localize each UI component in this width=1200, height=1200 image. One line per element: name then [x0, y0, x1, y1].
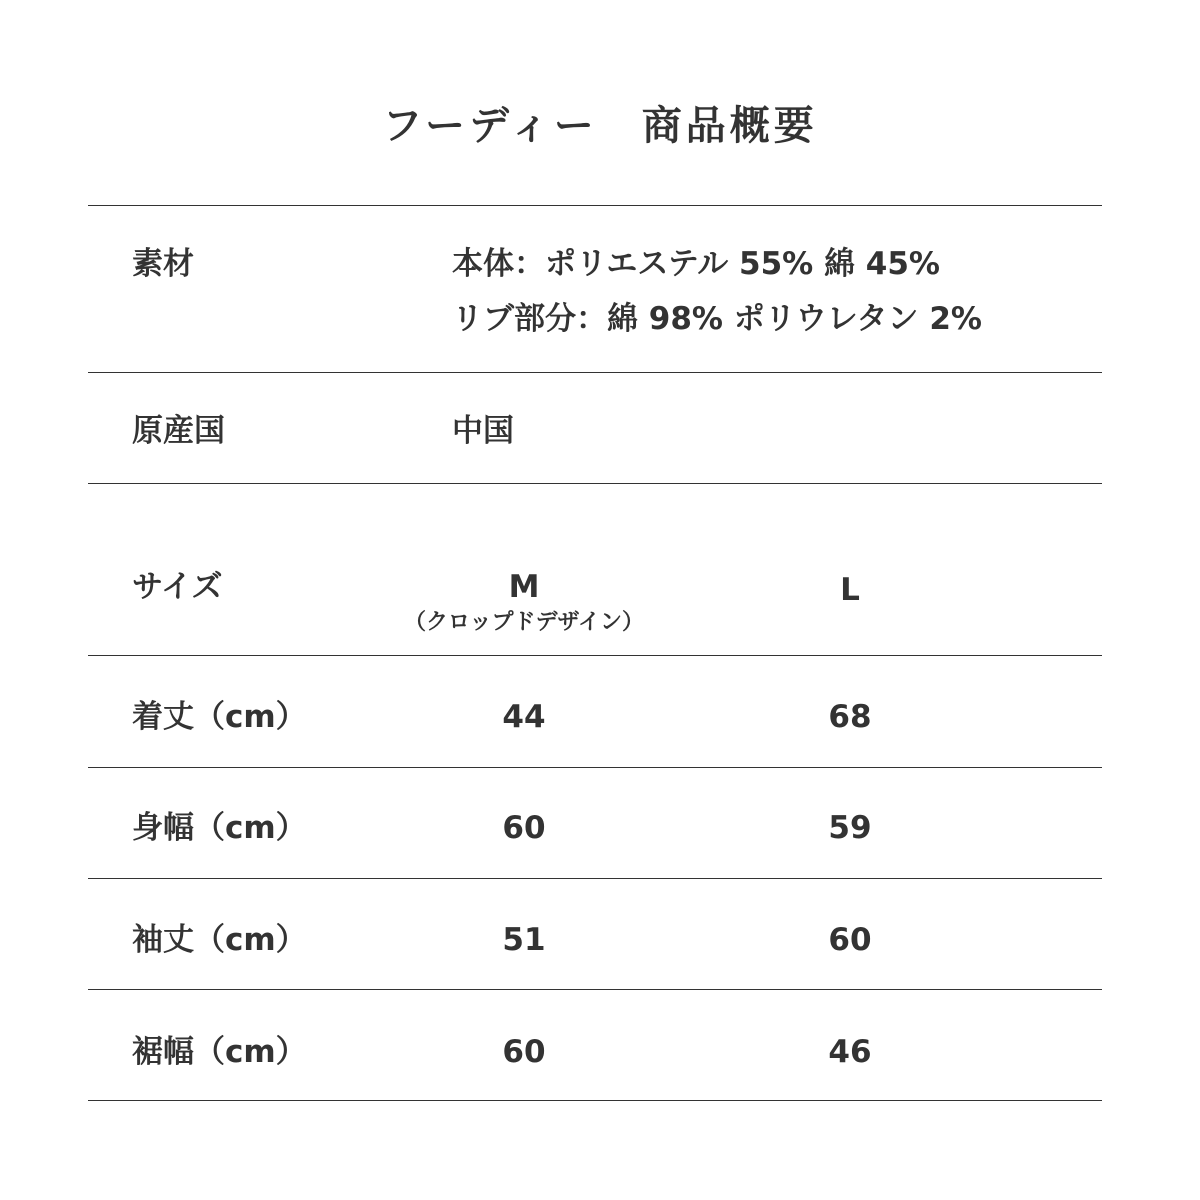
divider — [88, 878, 1102, 879]
row-value-l: 68 — [828, 699, 872, 735]
divider — [88, 767, 1102, 768]
size-header-m: M — [508, 569, 540, 605]
page-title: フーディー 商品概要 — [382, 103, 818, 149]
row-label: 裾幅（cm） — [132, 1034, 307, 1070]
divider — [88, 1100, 1102, 1101]
row-label: 着丈（cm） — [132, 699, 307, 735]
size-header-label: サイズ — [132, 569, 223, 605]
origin-label: 原産国 — [132, 413, 225, 449]
row-value-l: 60 — [828, 922, 872, 958]
row-value-l: 46 — [828, 1034, 872, 1070]
row-label: 身幅（cm） — [132, 810, 307, 846]
material-body-value: 本体：ポリエステル 55% 綿 45% — [452, 246, 940, 282]
row-label: 袖丈（cm） — [132, 922, 307, 958]
divider — [88, 372, 1102, 373]
divider — [88, 483, 1102, 484]
material-label: 素材 — [132, 246, 194, 282]
origin-value: 中国 — [452, 413, 514, 449]
size-header-m-note: （クロップドデザイン） — [403, 610, 645, 635]
row-value-m: 60 — [502, 810, 546, 846]
row-value-m: 60 — [502, 1034, 546, 1070]
row-value-m: 51 — [502, 922, 546, 958]
material-rib-value: リブ部分：綿 98% ポリウレタン 2% — [452, 301, 982, 337]
divider — [88, 989, 1102, 990]
divider — [88, 655, 1102, 656]
divider — [88, 205, 1102, 206]
row-value-m: 44 — [502, 699, 546, 735]
size-header-l: L — [840, 572, 860, 608]
row-value-l: 59 — [828, 810, 872, 846]
